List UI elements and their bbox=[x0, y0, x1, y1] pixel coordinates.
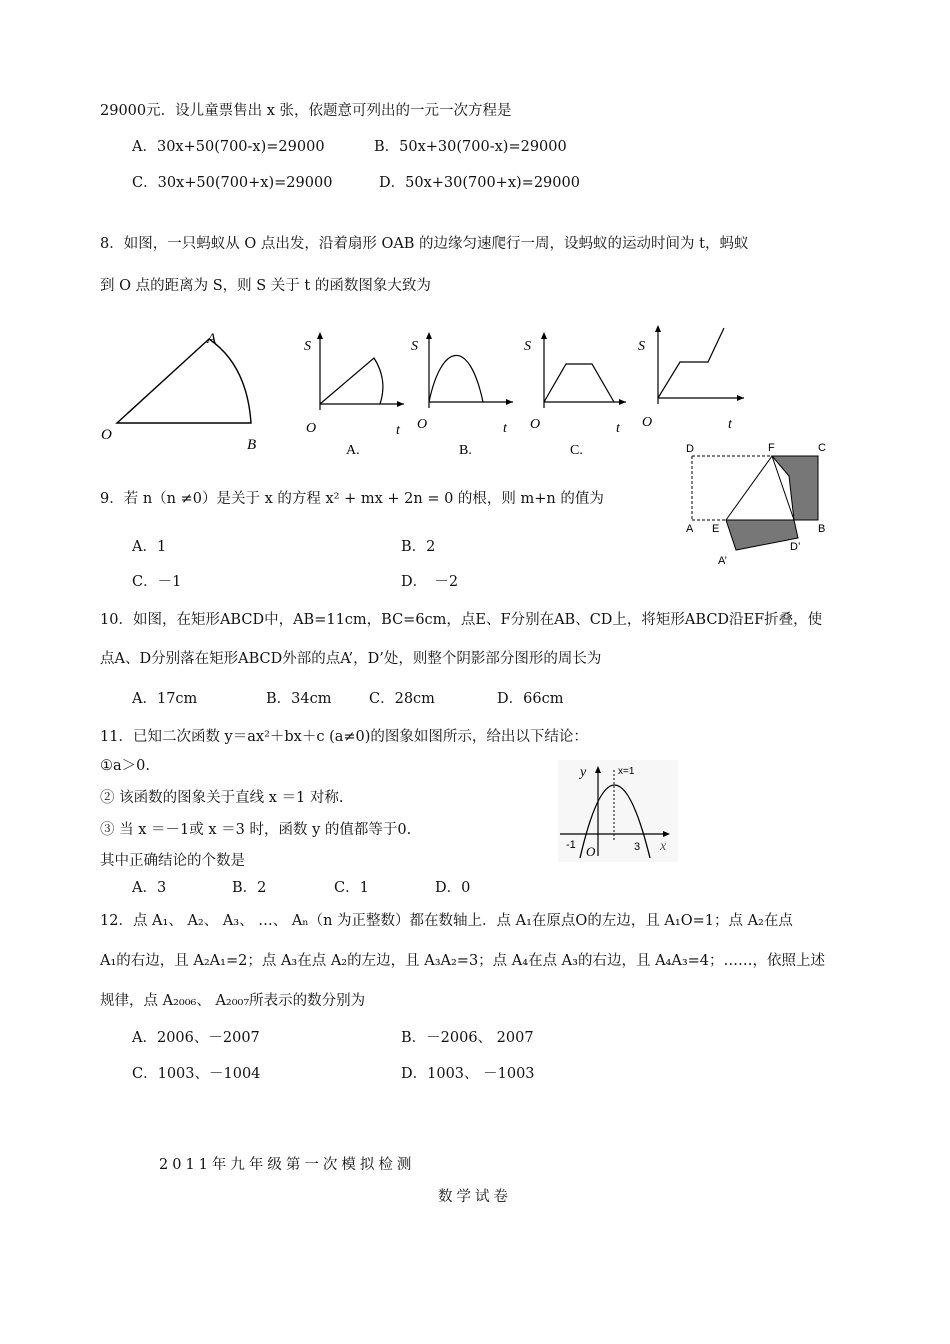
fig10-label-a: A bbox=[686, 523, 694, 535]
graph-b-option-letter: B. bbox=[459, 443, 472, 458]
q11-conclusion-3: ③ 当 x ＝－1或 x ＝3 时，函数 y 的值都等于0. bbox=[100, 822, 412, 838]
q12-option-b: B．－2006、 2007 bbox=[401, 1030, 534, 1046]
graph-d-y-arrow bbox=[655, 325, 661, 332]
parabola-symmetry-label: x=1 bbox=[618, 766, 635, 777]
fold-line-ef bbox=[726, 456, 772, 520]
graph-a-s-label: S bbox=[304, 339, 311, 354]
graph-c-y-arrow bbox=[541, 332, 547, 339]
q10-stem-line1: 10．如图，在矩形ABCD中，AB=11cm，BC=6cm，点E、F分别在AB、CD上，将矩形ABCD沿EF折叠，使 bbox=[100, 612, 823, 628]
graph-a-curve bbox=[320, 358, 383, 404]
graph-a-t-label: t bbox=[396, 423, 400, 438]
q12-stem-line3: 规律，点 A₂₀₀₆、 A₂₀₀₇所表示的数分别为 bbox=[100, 993, 366, 1009]
graph-d-t-label: t bbox=[728, 417, 732, 432]
graph-c-t-label: t bbox=[616, 421, 620, 436]
q9-stem: 9．若 n（n ≠0）是关于 x 的方程 x² + mx + 2n = 0 的根，则 m+n 的值为 bbox=[100, 491, 604, 507]
graph-b-curve bbox=[429, 355, 483, 402]
q7-option-a: A．30x+50(700-x)=29000 bbox=[132, 139, 325, 155]
q11-conclusion-1: ①a＞0. bbox=[100, 758, 150, 774]
q12-stem-line2: A₁的右边，且 A₂A₁=2；点 A₃在点 A₂的左边，且 A₃A₂=3；点 A₄在点 A₃的右边，且 A₄A₃=4；……，依照上述 bbox=[100, 953, 826, 969]
graph-c-o-label: O bbox=[530, 417, 541, 432]
q7-option-b: B．50x+30(700-x)=29000 bbox=[374, 139, 567, 155]
parabola-figure bbox=[558, 760, 678, 862]
graph-option-a bbox=[292, 326, 410, 458]
q10-option-d: D．66cm bbox=[497, 691, 564, 707]
q11-option-a: A．3 bbox=[132, 880, 167, 896]
graph-d-o-label: O bbox=[642, 415, 653, 430]
fig10-label-d: D bbox=[686, 443, 694, 455]
shaded-region-folded bbox=[726, 520, 798, 550]
graph-c-curve bbox=[544, 364, 614, 402]
graph-c-x-arrow bbox=[619, 399, 626, 405]
graph-option-c bbox=[518, 326, 636, 458]
graph-a-y-arrow bbox=[317, 332, 323, 339]
graph-c-option-letter: C. bbox=[570, 443, 583, 458]
fig10-label-c: C bbox=[818, 442, 826, 454]
graph-a-option-letter: A. bbox=[346, 443, 360, 458]
fig10-label-d-prime: D’ bbox=[790, 541, 801, 553]
graph-d-curve bbox=[658, 328, 724, 398]
parabola-label-origin: O bbox=[586, 844, 596, 859]
q12-option-a: A．2006、－2007 bbox=[132, 1030, 260, 1046]
q10-stem-line2: 点A、D分别落在矩形ABCD外部的点A’，D’处，则整个阴影部分图形的周长为 bbox=[100, 651, 602, 667]
sector-label-b: B bbox=[247, 437, 257, 453]
q7-option-d: D．50x+30(700+x)=29000 bbox=[379, 175, 580, 191]
q12-option-c: C．1003、－1004 bbox=[132, 1066, 261, 1082]
folding-rectangle-figure bbox=[684, 438, 830, 574]
graph-d-s-label: S bbox=[638, 339, 645, 354]
q11-stem: 11．已知二次函数 y＝ax²＋bx＋c (a≠0)的图象如图所示，给出以下结论： bbox=[100, 729, 588, 745]
graph-b-s-label: S bbox=[411, 339, 418, 354]
exam-subtitle: 数学试卷 bbox=[438, 1189, 512, 1205]
sector-outline bbox=[117, 339, 251, 423]
parabola-x-label: x bbox=[660, 839, 667, 854]
graph-option-d bbox=[630, 320, 748, 432]
q11-option-b: B．2 bbox=[232, 880, 267, 896]
fig10-label-a-prime: A’ bbox=[718, 555, 727, 567]
q9-option-a: A．1 bbox=[132, 539, 167, 555]
q10-option-b: B．34cm bbox=[266, 691, 332, 707]
graph-a-x-arrow bbox=[397, 401, 404, 407]
parabola-label-three: 3 bbox=[634, 841, 641, 853]
graph-b-x-arrow bbox=[506, 399, 513, 405]
parabola-label-minus-one: -1 bbox=[566, 839, 576, 851]
q9-option-c: C．－1 bbox=[132, 574, 182, 590]
sector-oab-figure bbox=[95, 325, 275, 455]
graph-a-o-label: O bbox=[306, 421, 317, 436]
q8-stem-line1: 8．如图，一只蚂蚁从 O 点出发，沿着扇形 OAB 的边缘匀速爬行一周，设蚂蚁的运动时间为 t，蚂蚁 bbox=[100, 236, 749, 252]
fig10-label-f: F bbox=[768, 442, 775, 454]
shaded-region-right bbox=[772, 456, 818, 520]
q10-option-a: A．17cm bbox=[132, 691, 198, 707]
q10-option-c: C．28cm bbox=[369, 691, 435, 707]
fig10-label-e: E bbox=[712, 523, 720, 535]
graph-c-s-label: S bbox=[524, 339, 531, 354]
q11-option-c: C．1 bbox=[334, 880, 369, 896]
q12-option-d: D．1003、 －1003 bbox=[401, 1066, 535, 1082]
graph-b-y-arrow bbox=[426, 332, 432, 339]
sector-label-a: A bbox=[207, 331, 217, 347]
parabola-y-label: y bbox=[580, 765, 587, 780]
q7-option-c: C．30x+50(700+x)=29000 bbox=[132, 175, 333, 191]
q11-question: 其中正确结论的个数是 bbox=[100, 853, 245, 869]
q11-option-d: D．0 bbox=[435, 880, 471, 896]
q9-option-d: D． －2 bbox=[401, 574, 459, 590]
q8-stem-line2: 到 O 点的距离为 S，则 S 关于 t 的函数图象大致为 bbox=[100, 278, 431, 294]
sector-label-o: O bbox=[101, 427, 112, 443]
fig10-label-b: B bbox=[818, 523, 826, 535]
q7-stem: 29000元．设儿童票售出 x 张，依题意可列出的一元一次方程是 bbox=[100, 103, 512, 119]
exam-title: 2011年九年级第一次模拟检测 bbox=[159, 1157, 416, 1173]
graph-b-t-label: t bbox=[503, 421, 507, 436]
q12-stem-line1: 12．点 A₁、 A₂、 A₃、 …、 Aₙ（n 为正整数）都在数轴上．点 A₁在原点O的左边，且 A₁O=1；点 A₂在点 bbox=[100, 913, 793, 929]
q9-option-b: B．2 bbox=[401, 539, 436, 555]
graph-option-b bbox=[405, 326, 523, 458]
graph-b-o-label: O bbox=[417, 417, 428, 432]
graph-d-x-arrow bbox=[737, 395, 744, 401]
q11-conclusion-2: ② 该函数的图象关于直线 x ＝1 对称. bbox=[100, 790, 344, 806]
